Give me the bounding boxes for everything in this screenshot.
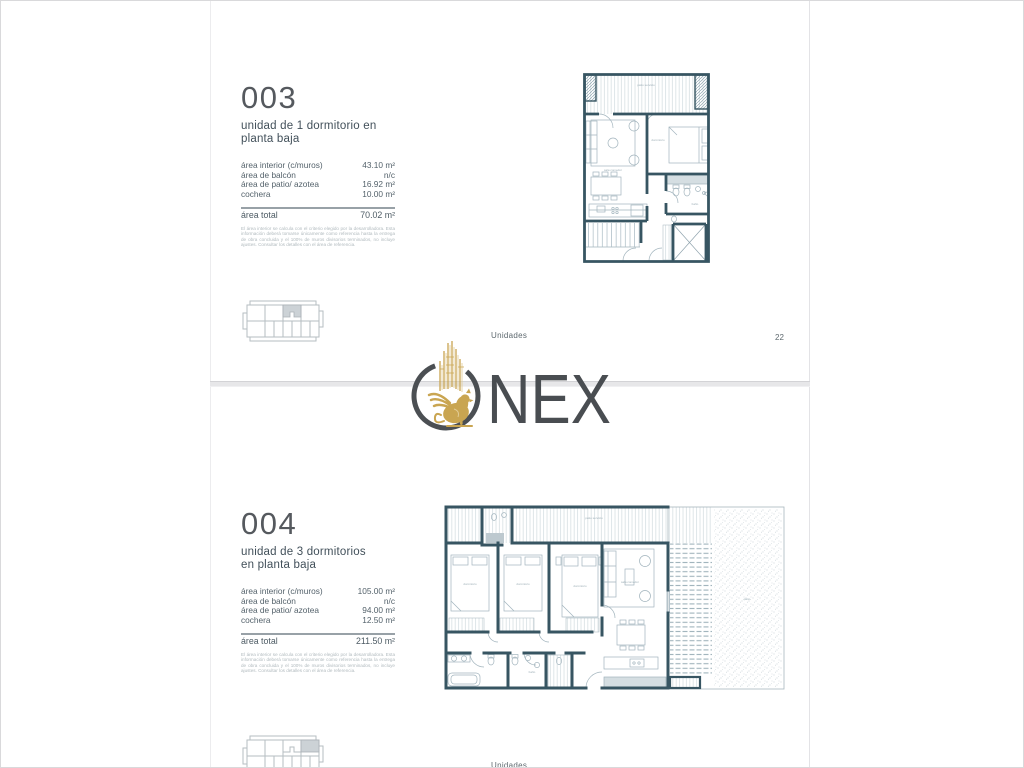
total-value: 211.50 m² [356, 636, 395, 647]
area-table [241, 587, 395, 625]
unit-info-block [241, 508, 395, 674]
page-unit-003 [210, 0, 810, 381]
bedroom3-label: dormitorio [573, 584, 587, 588]
area-value: 105.00 m² [357, 586, 395, 596]
towers-icon [440, 341, 464, 392]
total-label: área total [241, 636, 278, 647]
footer-section-label: Unidades [491, 331, 528, 340]
unit-title-line2: planta baja [241, 132, 300, 145]
unit-title [241, 546, 395, 571]
bedroom2-label: dormitorio [516, 582, 530, 586]
bath-label: baño [528, 670, 536, 674]
area-value: 16.92 m² [362, 179, 395, 190]
area-value: 43.10 m² [362, 160, 395, 170]
bath-label: baño [691, 202, 699, 206]
patio-label: patio [743, 597, 751, 601]
area-label: cochera [241, 188, 271, 199]
total-rule [241, 207, 395, 209]
area-table [241, 161, 395, 199]
logo-wordmark: NEX [487, 360, 611, 431]
unit-title-line2: en planta baja [241, 558, 317, 571]
bedroom-label: dormitorio [651, 138, 665, 142]
total-label: área total [241, 210, 278, 221]
area-value: 12.50 m² [362, 614, 395, 625]
area-total-row [241, 637, 395, 647]
area-label: área de balcón [241, 595, 296, 606]
area-label: área de patio/ azotea [241, 605, 319, 616]
living-label: sala comedor [620, 580, 640, 584]
building-locator-map [241, 296, 325, 346]
area-label: área de patio/ azotea [241, 179, 319, 190]
terrace-hatch [585, 75, 708, 114]
area-label: área interior (c/muros) [241, 160, 323, 170]
terrace-label: patio servicio [637, 83, 655, 87]
floorplan-004 [444, 505, 786, 690]
onex-logo [402, 339, 624, 431]
unit-number: 004 [241, 506, 298, 541]
living-label: sala comedor [603, 168, 623, 172]
area-row [241, 616, 395, 626]
area-total-row [241, 211, 395, 221]
footer-section-label: Unidades [491, 761, 528, 768]
total-value: 70.02 m² [360, 210, 395, 221]
bedroom1-label: dormitorio [463, 582, 477, 586]
page-unit-004 [210, 387, 810, 768]
total-rule [241, 633, 395, 635]
area-label: área interior (c/muros) [241, 586, 323, 596]
area-label: cochera [241, 614, 271, 625]
area-row [241, 190, 395, 200]
unit-info-block [241, 82, 395, 248]
area-label: área de balcón [241, 169, 296, 180]
disclaimer-text: El área interior se calcula con el criterio elegido por la desarrolladora. Esta información deberá tomarse únicamente como referencia hasta la entrega de obra concluida y el 100% de muros divisorios terminados, no incluye ajustes. Consultar los detalles con el área de referencia. [241, 225, 395, 248]
area-value: n/c [383, 595, 395, 606]
area-value: 94.00 m² [362, 605, 395, 616]
area-value: n/c [383, 169, 395, 180]
disclaimer-text: El área interior se calcula con el criterio elegido por la desarrolladora. Esta información deberá tomarse únicamente como referencia hasta la entrega de obra concluida y el 100% de muros divisorios terminados, no incluye ajustes. Consultar los detalles con el área de referencia. [241, 651, 395, 674]
unit-title-line1: unidad de 1 dormitorio en [241, 120, 377, 132]
unit-number: 003 [241, 80, 298, 115]
page-number: 22 [775, 333, 784, 342]
unit-003-highlight [283, 305, 301, 317]
unit-title [241, 120, 395, 145]
terrace-label: patio servicio [585, 516, 603, 520]
floorplan-003 [583, 73, 710, 263]
area-value: 10.00 m² [362, 188, 395, 199]
building-locator-map [241, 731, 325, 768]
unit-004-highlight [301, 740, 319, 752]
deck-hatch [670, 543, 712, 675]
unit-title-line1: unidad de 3 dormitorios [241, 546, 366, 558]
